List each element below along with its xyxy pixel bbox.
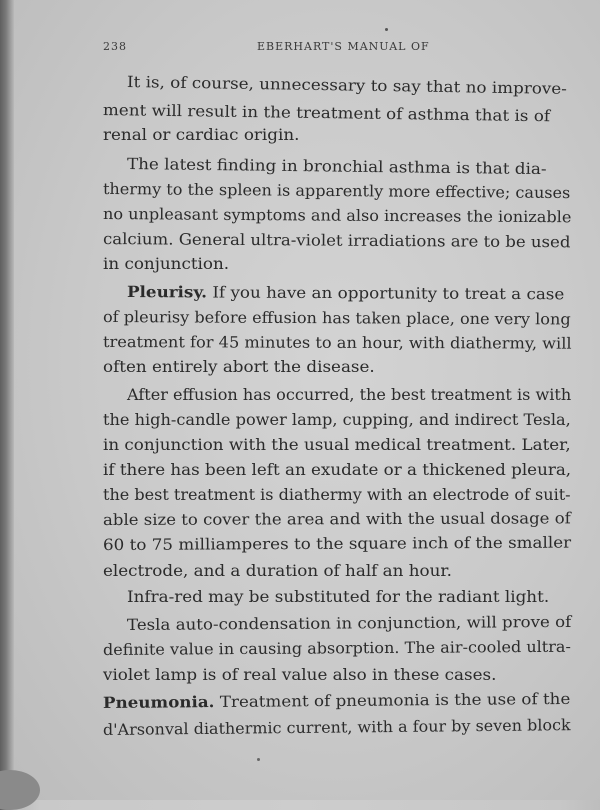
text-line: of pleurisy before effusion has taken place, one very long — [102, 308, 571, 329]
text-line: no unpleasant symptoms and also increases the ionizable — [102, 205, 572, 227]
text-line: Infra-red may be substituted for the radiant light. — [127, 588, 550, 606]
text-line: d'Arsonval diathermic current, with a four by seven block — [102, 716, 571, 739]
text-line: treatment for 45 minutes to an hour, with diathermy, will — [102, 333, 572, 353]
text-line: thermy to the spleen is apparently more effective; causes — [102, 180, 571, 203]
speck-mark — [257, 758, 260, 761]
text-line: calcium. General ultra-violet irradiations are to be used — [102, 230, 571, 252]
text-line: in conjunction with the usual medical treatment. Later, — [103, 436, 571, 454]
text-line: Pneumonia. Treatment of pneumonia is the use of the — [102, 689, 571, 712]
speck-mark — [385, 28, 388, 31]
text-line: violet lamp is of real value also in these cases. — [103, 666, 497, 684]
page-number: 238 — [103, 40, 127, 53]
text-line: It is, of course, unnecessary to say that no improve- — [126, 73, 568, 98]
text-line: the high-candle power lamp, cupping, and indirect Tesla, — [103, 411, 571, 429]
text-line: Pleurisy. If you have an opportunity to treat a case — [126, 282, 565, 304]
text-line: often entirely abort the disease. — [103, 358, 375, 376]
text-line: Tesla auto-condensation in conjunction, will prove of — [126, 612, 572, 634]
page-header — [0, 40, 600, 60]
text-line: able size to cover the area and with the usual dosage of — [102, 509, 571, 529]
text-line: renal or cardiac origin. — [103, 126, 300, 144]
text-line: electrode, and a duration of half an hour. — [103, 562, 452, 580]
text-line: The latest finding in bronchial asthma is that dia- — [126, 155, 547, 179]
text-line: in conjunction. — [103, 255, 230, 273]
section-heading: Pleurisy. — [126, 282, 208, 302]
text-line: ment will result in the treatment of asthma that is of — [102, 101, 551, 126]
text-line: After effusion has occurred, the best treatment is with — [127, 386, 572, 404]
text-line: 60 to 75 milliamperes to the square inch of the smaller — [102, 533, 572, 554]
running-title: EBERHART'S MANUAL OF — [257, 40, 430, 53]
text-line: if there has been left an exudate or a thickened pleura, — [103, 461, 572, 479]
section-heading: Pneumonia. — [102, 692, 215, 712]
text-line: the best treatment is diathermy with an electrode of suit- — [103, 486, 571, 504]
text-line: definite value in causing absorption. The air-cooled ultra- — [102, 637, 571, 659]
